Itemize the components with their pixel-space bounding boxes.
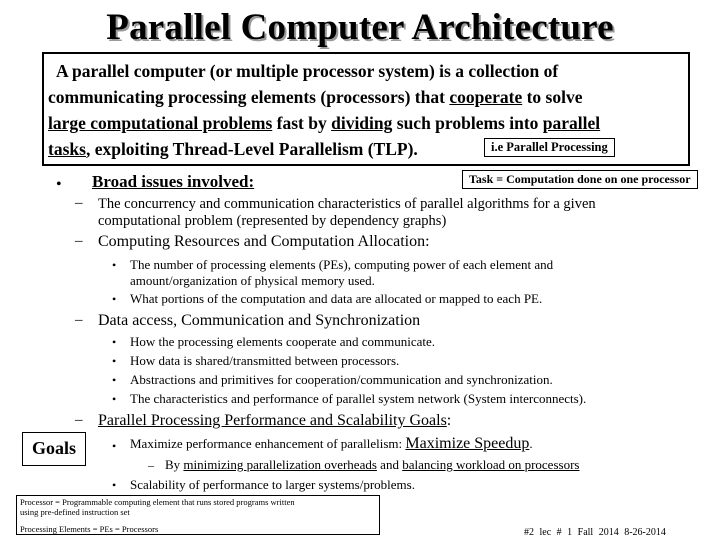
callout-task-definition: Task = Computation done on one processor xyxy=(462,170,698,189)
issue-abstractions: Abstractions and primitives for cooperation/communication and synchronization. xyxy=(130,372,553,387)
goal-balancing-emphasis: balancing workload on processors xyxy=(402,457,580,472)
goal-maximize-text: Maximize performance enhancement of parallelism: xyxy=(130,436,406,451)
issue-cooperate: How the processing elements cooperate and communicate. xyxy=(130,334,436,349)
broad-issues-heading: Broad issues involved: xyxy=(92,172,255,191)
intro-line-2-text: communicating processing elements (processors) that xyxy=(48,87,450,107)
dash-marker: – xyxy=(75,233,83,249)
slide-footer: #2 lec # 1 Fall 2014 8-26-2014 xyxy=(524,527,666,538)
bullet-marker: • xyxy=(112,258,117,272)
issue-performance-goals xyxy=(98,412,451,430)
footnote-box xyxy=(16,495,380,535)
bullet-marker: • xyxy=(112,392,117,406)
issue-performance-goals-colon: : xyxy=(446,412,452,429)
issue-data-access: Data access, Communication and Synchronization xyxy=(98,312,421,329)
intro-parallel-word: parallel xyxy=(542,113,601,133)
issue-data-shared: How data is shared/transmitted between processors. xyxy=(130,353,400,368)
intro-cooperate-word: cooperate xyxy=(449,87,523,107)
intro-line-4-text: , exploiting Thread-Level Parallelism (TLP). xyxy=(85,139,418,159)
slide-title: Parallel Computer Architecture xyxy=(106,7,614,48)
issue-concurrency-line-2: computational problem (represented by dependency graphs) xyxy=(98,213,447,229)
goal-overheads-emphasis: minimizing parallelization overheads xyxy=(183,457,377,472)
issue-pe-count xyxy=(130,257,553,289)
bullet-marker: • xyxy=(112,292,117,306)
bullet-marker: • xyxy=(112,354,117,368)
issue-computation-mapping: What portions of the computation and data are allocated or mapped to each PE. xyxy=(130,291,543,306)
issue-pe-count-line-2: amount/organization of physical memory used. xyxy=(130,273,375,288)
bullet-marker: • xyxy=(112,478,117,492)
issue-pe-count-line-1: The number of processing elements (PEs), computing power of each element and xyxy=(130,257,554,272)
intro-line-2-end: to solve xyxy=(522,87,583,107)
issue-performance-goals-label: Parallel Processing Performance and Scalability Goals xyxy=(98,412,447,429)
intro-line-1 xyxy=(48,58,688,84)
goal-scalability: Scalability of performance to larger systems/problems. xyxy=(130,477,415,492)
issue-concurrency xyxy=(98,196,708,230)
goal-minimize-overheads xyxy=(165,457,579,473)
intro-line-3-text: fast by xyxy=(272,113,332,133)
intro-line-2 xyxy=(48,84,688,110)
goal-speedup-emphasis: Maximize Speedup xyxy=(405,435,530,452)
intro-line-3 xyxy=(48,110,688,136)
goal-by-text: By xyxy=(165,457,184,472)
bullet-marker: • xyxy=(112,373,117,387)
intro-large-problems: large computational problems xyxy=(48,113,273,133)
footnote-processor-line-1: Processor = Programmable computing element that runs stored programs written xyxy=(20,497,295,507)
dash-marker: – xyxy=(148,458,154,472)
dash-marker: – xyxy=(75,195,83,211)
intro-line-1-text: A parallel computer (or multiple processor system) is a collection of xyxy=(56,61,559,81)
bullet-marker: • xyxy=(112,439,117,453)
dash-marker: – xyxy=(75,312,83,328)
issue-computing-resources: Computing Resources and Computation Allocation: xyxy=(98,233,430,250)
goal-speedup-period: . xyxy=(529,436,533,451)
footnote-processor-line-2: using pre-defined instruction set xyxy=(20,506,130,517)
bullet-marker: • xyxy=(112,335,117,349)
callout-parallel-processing: i.e Parallel Processing xyxy=(484,138,615,157)
bullet-marker: • xyxy=(56,176,62,193)
intro-line-3-mid: such problems into xyxy=(392,113,543,133)
issue-concurrency-line-1: The concurrency and communication characteristics of parallel algorithms for a given xyxy=(98,196,596,212)
dash-marker: – xyxy=(75,412,83,428)
footnote-pe-definition: Processing Elements = PEs = Processors xyxy=(20,524,159,534)
goal-maximize-speedup xyxy=(130,436,533,452)
goal-and-text: and xyxy=(376,457,403,472)
intro-dividing-word: dividing xyxy=(331,113,393,133)
goals-label-box: Goals xyxy=(22,432,86,466)
intro-tasks-word: tasks xyxy=(48,139,86,159)
issue-network: The characteristics and performance of parallel system network (System interconnects). xyxy=(130,391,587,406)
